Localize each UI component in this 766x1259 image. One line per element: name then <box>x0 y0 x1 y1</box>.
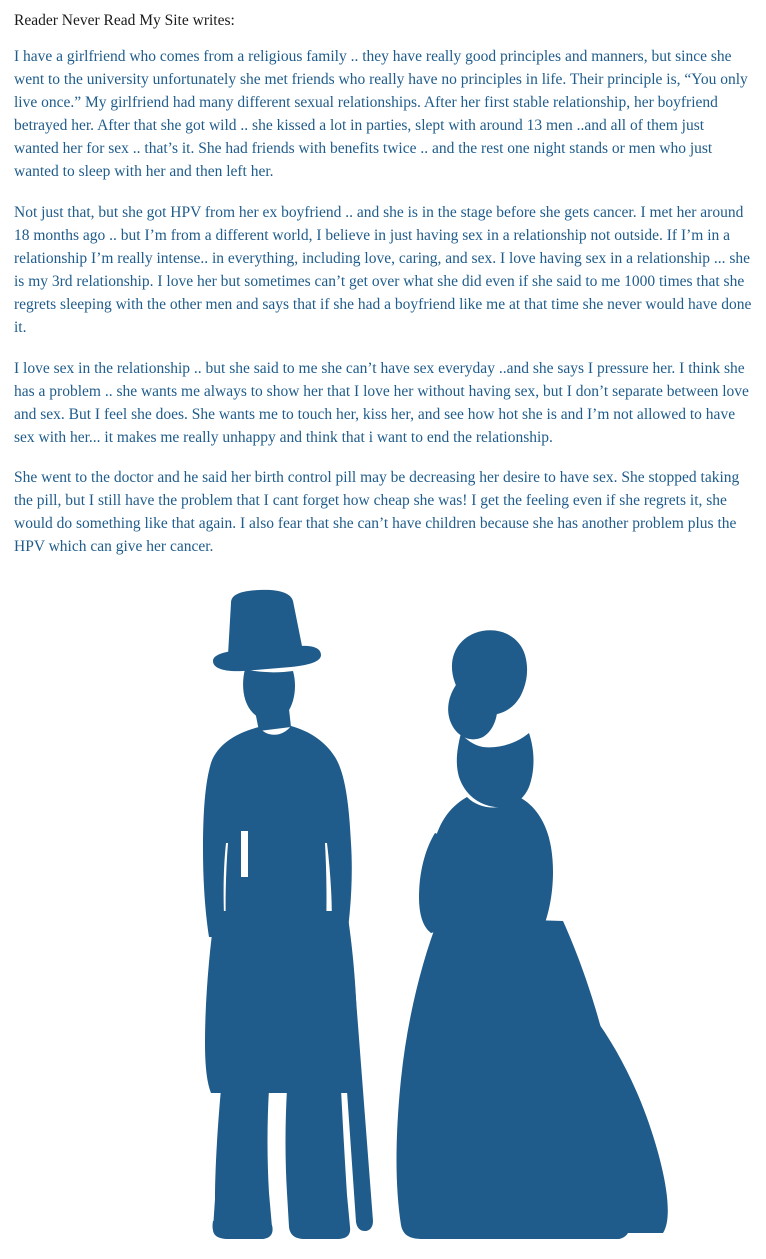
article-paragraph-3: I love sex in the relationship .. but she said to me she can’t have sex everyday ..and she says I pressure her. I think she has a problem .. she wants me always to show her that I love her without having sex, but I don’t separate between love and sex. But I feel she does. She wants me to touch her, kiss her, and see how hot she is and I’m not allowed to have sex with her... it makes me really unhappy and think that i want to end the relationship. <box>14 359 749 446</box>
article-paragraph-4: She went to the doctor and he said her birth control pill may be decreasing her desire to have sex. She stopped taking the pill, but I still have the problem that I cant forget how cheap she was! I get the feeling even if she regrets it, she would do something like that again. I also fear that she can’t have children because she has another problem plus the HPV which can give her cancer. <box>14 469 740 556</box>
victorian-couple-silhouette-icon <box>63 581 703 1241</box>
reader-attribution: Reader Never Read My Site writes: <box>14 12 235 29</box>
article-illustration <box>0 581 766 1241</box>
article-paragraph-1: I have a girlfriend who comes from a religious family .. they have really good principles and manners, but since she went to the university unfortunately she met friends who really have no principles in life. Their principle is, “You only live once.” My girlfriend had many different sexual relationships. After her first stable relationship, her boyfriend betrayed her. After that she got wild .. she kissed a lot in parties, slept with around 13 men ..and all of them just wanted her for sex .. that’s it. She had friends with benefits twice .. and the rest one night stands or men who just wanted to sleep with her and then left her. <box>14 48 748 181</box>
article-paragraph-2: Not just that, but she got HPV from her ex boyfriend .. and she is in the stage before she gets cancer. I met her around 18 months ago .. but I’m from a different world, I believe in just having sex in a relationship not outside. If I’m in a relationship I’m really intense.. in everything, including love, caring, and sex. I love having sex in a relationship ... she is my 3rd relationship. I love her but sometimes can’t get over what she did even if she said to me 1000 times that she regrets sleeping with the other men and says that if she had a boyfriend like me at that time she never would have done it. <box>14 204 752 336</box>
